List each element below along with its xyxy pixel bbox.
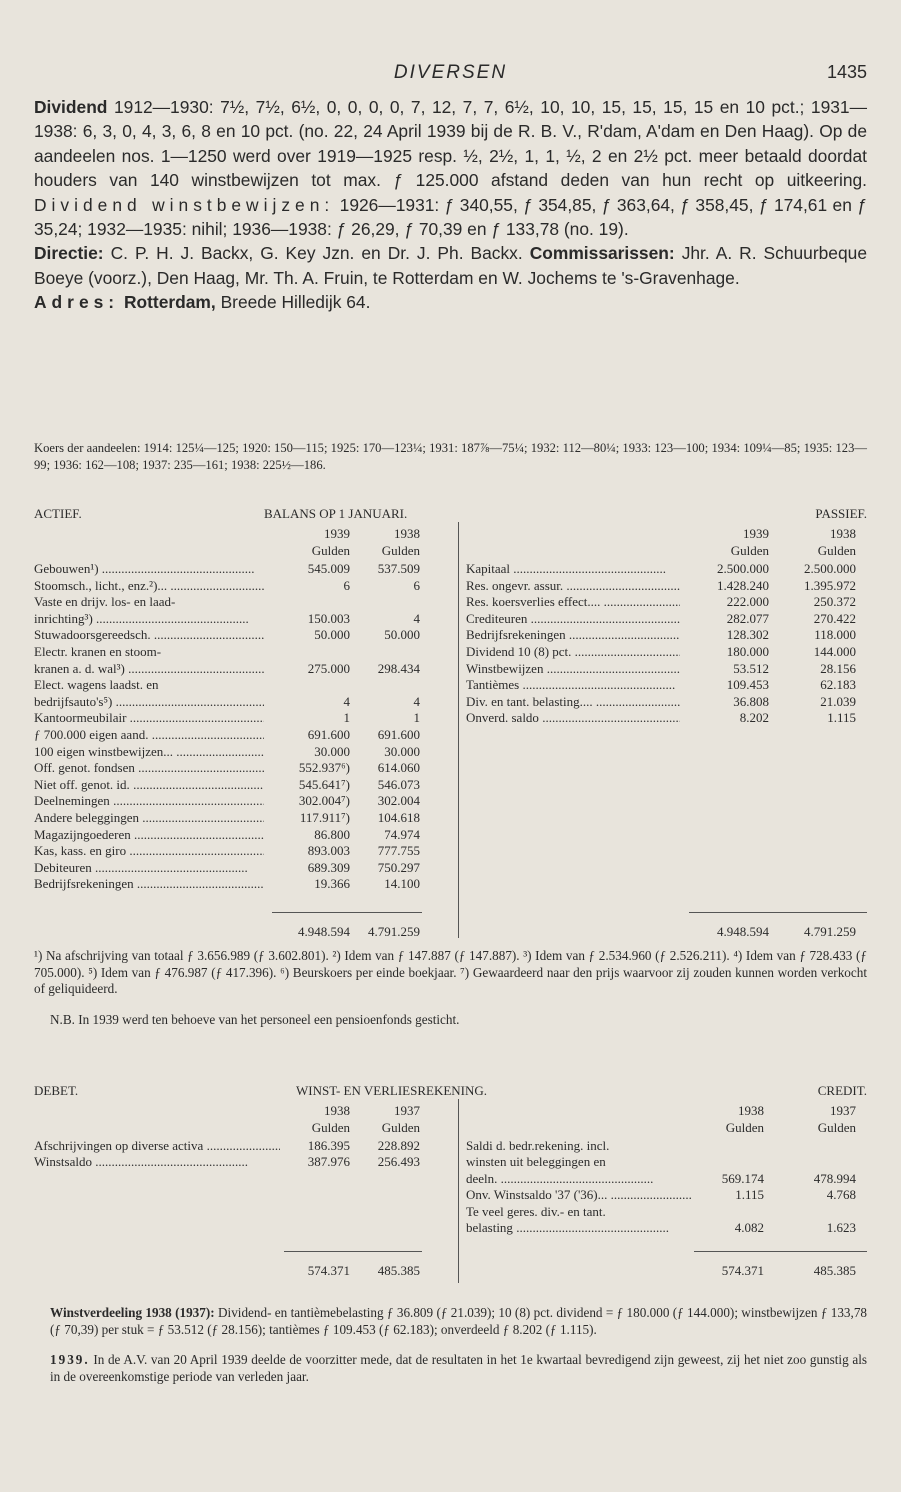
passief-value-1: 2.500.000 bbox=[717, 561, 769, 576]
actief-value-2: 30.000 bbox=[384, 743, 420, 759]
passief-value-1: 53.512 bbox=[733, 660, 769, 676]
passief-row bbox=[466, 561, 867, 576]
credit-value-1: 569.174 bbox=[721, 1170, 764, 1186]
actief-label: Off. genot. fondsen ..... bbox=[34, 760, 264, 776]
actief-value-1: 19.366 bbox=[314, 876, 350, 892]
passief-total-1939: 4.948.594 bbox=[717, 924, 769, 939]
balans-title: BALANS OP 1 JANUARI. bbox=[264, 506, 408, 521]
passief-total-1938: 4.791.259 bbox=[804, 924, 856, 939]
passief-row bbox=[466, 661, 867, 676]
actief-row bbox=[34, 694, 422, 709]
passief-value-2: 28.156 bbox=[820, 660, 856, 676]
credit-value-2: 478.994 bbox=[813, 1170, 856, 1186]
credit-label: Te veel geres. div.- en tant. bbox=[466, 1203, 606, 1219]
actief-label: 100 eigen winstbewijzen... ..... bbox=[34, 744, 264, 760]
balans-year-1939-left: 1939 bbox=[324, 526, 350, 541]
winst-year-1937-left: 1937 bbox=[394, 1103, 420, 1118]
actief-value-2: 1 bbox=[413, 710, 420, 726]
passief-row bbox=[466, 710, 867, 725]
passief-label: Res. koersverlies effect.... ..... bbox=[466, 594, 680, 610]
winst-title: WINST- EN VERLIESREKENING. bbox=[296, 1083, 488, 1098]
actief-label: Andere beleggingen ..... bbox=[34, 810, 264, 826]
credit-row bbox=[466, 1154, 867, 1169]
directie-label: Directie: bbox=[34, 243, 104, 264]
actief-row bbox=[34, 611, 422, 626]
adres-label: Adres: bbox=[34, 292, 120, 313]
dividend-winst-text: 1926—1931: ƒ 340,55, ƒ 354,85, ƒ 363,64, ƒ 358,45, ƒ 174,61 en ƒ 35,24; 1932—1935: nihil; 1936—1938: ƒ 26,29, ƒ 70,39 en ƒ 133,78 (no. 19). bbox=[34, 194, 868, 240]
actief-row bbox=[34, 594, 422, 609]
winst-divider bbox=[458, 1099, 459, 1283]
passief-row bbox=[466, 677, 867, 692]
balans-divider bbox=[458, 522, 459, 938]
actief-label: Electr. kranen en stoom- bbox=[34, 644, 162, 659]
passief-value-2: 21.039 bbox=[820, 693, 856, 709]
actief-label: Bedrijfsrekeningen ..... bbox=[34, 876, 264, 892]
passief-label: Tantièmes ..... bbox=[466, 677, 680, 693]
debet-row bbox=[34, 1138, 422, 1153]
credit-value-2: 1.623 bbox=[826, 1220, 856, 1235]
balans-year-1938-right: 1938 bbox=[830, 526, 856, 541]
passief-value-2: 270.422 bbox=[813, 610, 856, 626]
debet-value-1: 186.395 bbox=[307, 1138, 350, 1153]
balans-year-1938-left: 1938 bbox=[394, 526, 420, 541]
actief-value-2: 50.000 bbox=[384, 627, 420, 643]
debet-heading: DEBET. bbox=[34, 1083, 79, 1098]
adres-street: Breede Hilledijk 64. bbox=[220, 292, 371, 313]
actief-row bbox=[34, 827, 422, 842]
actief-value-1: 117.911⁷) bbox=[299, 810, 350, 825]
actief-value-1: 275.000 bbox=[307, 660, 350, 676]
company-info bbox=[34, 95, 867, 315]
year-1939-label: 1939. bbox=[50, 1352, 90, 1368]
passief-value-1: 128.302 bbox=[726, 627, 769, 643]
nb-text: In 1939 werd ten behoeve van het personeel een pensioenfonds gesticht. bbox=[78, 1011, 460, 1027]
actief-row bbox=[34, 860, 422, 875]
actief-value-1: 302.004⁷) bbox=[298, 793, 350, 809]
actief-label: ƒ 700.000 eigen aand. ..... bbox=[34, 727, 264, 743]
actief-row bbox=[34, 627, 422, 642]
actief-label: Niet off. genot. id. ..... bbox=[34, 777, 264, 793]
actief-value-1: 50.000 bbox=[314, 627, 350, 643]
passief-value-1: 1.428.240 bbox=[717, 577, 769, 593]
passief-value-1: 109.453 bbox=[726, 677, 769, 693]
passief-row bbox=[466, 627, 867, 642]
winst-year-1938-left: 1938 bbox=[324, 1103, 350, 1118]
dividend-label: Dividend bbox=[34, 97, 108, 117]
passief-label: Kapitaal ..... bbox=[466, 561, 680, 577]
actief-label: Vaste en drijv. los- en laad- bbox=[34, 594, 176, 610]
balans-unit-1939-right: Gulden bbox=[730, 543, 769, 558]
dividend-winst-label: Dividend winstbewijzen: bbox=[34, 194, 335, 215]
balans-unit-1938-right: Gulden bbox=[817, 543, 856, 558]
balans-year-1939-right: 1939 bbox=[743, 526, 769, 541]
passief-row bbox=[466, 694, 867, 709]
passief-value-2: 1.395.972 bbox=[804, 577, 856, 593]
passief-value-1: 282.077 bbox=[726, 610, 769, 626]
actief-value-2: 4 bbox=[413, 610, 420, 626]
actief-value-2: 614.060 bbox=[377, 760, 420, 776]
passief-value-2: 2.500.000 bbox=[804, 561, 856, 576]
directie-paragraph bbox=[34, 241, 867, 290]
closing-notes bbox=[34, 1305, 867, 1385]
actief-row bbox=[34, 661, 422, 676]
actief-value-1: 4 bbox=[343, 693, 350, 709]
actief-value-1: 545.009 bbox=[307, 561, 350, 576]
passief-row bbox=[466, 611, 867, 626]
passief-label: Res. ongevr. assur. ..... bbox=[466, 578, 680, 594]
credit-value-2: 4.768 bbox=[826, 1187, 856, 1203]
actief-label: Stoomsch., licht., enz.²)... ..... bbox=[34, 578, 264, 594]
passief-row bbox=[466, 594, 867, 609]
directie-text: C. P. H. J. Backx, G. Key Jzn. en Dr. J. Ph. Backx. bbox=[110, 243, 523, 264]
year-1939-paragraph bbox=[34, 1352, 867, 1385]
adres-paragraph bbox=[34, 290, 867, 314]
actief-label: inrichting³) ..... bbox=[34, 611, 264, 627]
passief-label: Div. en tant. belasting.... ..... bbox=[466, 694, 680, 710]
credit-value-1: 4.082 bbox=[734, 1220, 764, 1235]
credit-row bbox=[466, 1220, 867, 1235]
actief-value-2: 104.618 bbox=[377, 810, 420, 825]
actief-value-1: 545.641⁷) bbox=[298, 776, 350, 792]
debet-value-1: 387.976 bbox=[307, 1154, 350, 1170]
passief-value-2: 250.372 bbox=[813, 594, 856, 610]
debet-value-2: 228.892 bbox=[377, 1138, 420, 1153]
actief-row bbox=[34, 777, 422, 792]
actief-value-1: 30.000 bbox=[314, 743, 350, 759]
passief-heading: PASSIEF. bbox=[815, 506, 867, 521]
passief-label: Winstbewijzen ..... bbox=[466, 661, 680, 677]
actief-value-2: 691.600 bbox=[377, 727, 420, 742]
page-number: 1435 bbox=[826, 62, 867, 82]
actief-label: Debiteuren ..... bbox=[34, 860, 264, 876]
actief-row bbox=[34, 876, 422, 891]
actief-value-2: 777.755 bbox=[377, 843, 420, 859]
dividend-paragraph bbox=[34, 95, 867, 241]
actief-value-2: 74.974 bbox=[384, 826, 420, 842]
debet-label: Afschrijvingen op diverse activa ..... bbox=[34, 1138, 280, 1154]
winst-unit-1937-right: Gulden bbox=[817, 1120, 856, 1135]
credit-total-1937: 485.385 bbox=[813, 1263, 856, 1278]
actief-label: Gebouwen¹) ..... bbox=[34, 561, 264, 577]
actief-value-1: 6 bbox=[343, 577, 350, 593]
actief-value-2: 302.004 bbox=[377, 793, 420, 809]
winst-unit-1938-left: Gulden bbox=[311, 1120, 350, 1135]
balance-sheet bbox=[34, 506, 867, 946]
passief-value-2: 62.183 bbox=[820, 677, 856, 693]
actief-value-1: 552.937⁶) bbox=[298, 760, 350, 776]
passief-row bbox=[466, 644, 867, 659]
passief-label: Crediteuren ..... bbox=[466, 611, 680, 627]
credit-row bbox=[466, 1204, 867, 1219]
credit-label: winsten uit beleggingen en bbox=[466, 1154, 606, 1170]
footnotes: ¹) Na afschrijving van totaal ƒ 3.656.989 (ƒ 3.602.801). ²) Idem van ƒ 147.887 (ƒ 147.887). ³) Idem van ƒ 2.534.960 (ƒ 2.526.211). ⁴) Idem van ƒ 728.433 (ƒ 705.000). ⁵) Idem van ƒ 476.987 (ƒ 417.396). ⁶) Beurskoers per einde boekjaar. ⁷) Gewaardeerd naar den prijs waarvoor zij zouden kunnen worden verkocht of geliquideerd. bbox=[34, 948, 867, 997]
winst-unit-1937-left: Gulden bbox=[381, 1120, 420, 1135]
adres-city: Rotterdam, bbox=[123, 292, 216, 313]
actief-row bbox=[34, 810, 422, 825]
actief-value-2: 750.297 bbox=[377, 859, 420, 875]
credit-row bbox=[466, 1138, 867, 1153]
balans-unit-1938-left: Gulden bbox=[381, 543, 420, 558]
passief-value-2: 144.000 bbox=[813, 644, 856, 659]
passief-label: Onverd. saldo ..... bbox=[466, 710, 680, 726]
passief-label: Dividend 10 (8) pct. ..... bbox=[466, 644, 680, 660]
passief-label: Bedrijfsrekeningen ..... bbox=[466, 627, 680, 643]
actief-total-1938: 4.791.259 bbox=[368, 924, 420, 939]
passief-value-1: 8.202 bbox=[739, 710, 769, 726]
actief-value-2: 6 bbox=[413, 577, 420, 593]
commissarissen-label: Commissarissen: bbox=[529, 243, 675, 264]
credit-label: Onv. Winstsaldo '37 ('36)... ..... bbox=[466, 1187, 692, 1203]
actief-label: kranen a. d. wal³) ..... bbox=[34, 661, 264, 677]
profit-loss-account bbox=[34, 1083, 867, 1288]
actief-value-1: 691.600 bbox=[307, 727, 350, 742]
koers-paragraph bbox=[34, 440, 867, 474]
actief-value-1: 893.003 bbox=[307, 843, 350, 859]
actief-label: Magazijngoederen ..... bbox=[34, 827, 264, 843]
balans-unit-1939-left: Gulden bbox=[311, 543, 350, 558]
credit-label: deeln. ..... bbox=[466, 1171, 692, 1187]
debet-total-1937: 485.385 bbox=[377, 1263, 420, 1278]
actief-label: Deelnemingen ..... bbox=[34, 793, 264, 809]
debet-total-1938: 574.371 bbox=[307, 1263, 350, 1278]
actief-row bbox=[34, 793, 422, 808]
debet-label: Winstsaldo ..... bbox=[34, 1154, 280, 1170]
actief-label: Kas, kass. en giro ..... bbox=[34, 843, 264, 859]
credit-label: Saldi d. bedr.rekening. incl. bbox=[466, 1138, 610, 1153]
nb-label: N.B. bbox=[50, 1011, 75, 1027]
winstverdeeling-text: Dividend- en tantièmebelasting ƒ 36.809 (ƒ 21.039); 10 (8) pct. dividend = ƒ 180.000 (ƒ 144.000); winstbewijzen ƒ 133,78 (ƒ 70,39) per stuk = ƒ 53.512 (ƒ 28.156); tantièmes ƒ 109.453 (ƒ 62.183); onverdeeld ƒ 8.202 (ƒ 1.115). bbox=[50, 1305, 868, 1337]
passief-value-1: 36.808 bbox=[733, 693, 769, 709]
debet-total-rule bbox=[284, 1251, 422, 1252]
actief-total-rule bbox=[272, 912, 422, 913]
actief-value-2: 537.509 bbox=[377, 561, 420, 576]
actief-label: Stuwadoorsgereedsch. ..... bbox=[34, 627, 264, 643]
actief-row bbox=[34, 677, 422, 692]
actief-label: Kantoormeubilair ..... bbox=[34, 710, 264, 726]
passief-value-1: 222.000 bbox=[726, 594, 769, 610]
actief-value-2: 4 bbox=[413, 693, 420, 709]
actief-row bbox=[34, 760, 422, 775]
actief-total-1939: 4.948.594 bbox=[298, 924, 350, 939]
passief-value-2: 1.115 bbox=[827, 710, 856, 726]
debet-value-2: 256.493 bbox=[377, 1154, 420, 1170]
actief-value-1: 1 bbox=[343, 710, 350, 726]
page-header bbox=[34, 62, 867, 88]
year-1939-text: In de A.V. van 20 April 1939 deelde de voorzitter mede, dat de resultaten in het 1e kwartaal bevredigend zijn geweest, zij het niet zoo gunstig als in de overeenkomstige periode van verleden jaar. bbox=[50, 1352, 867, 1384]
dividend-text: 1912—1930: 7½, 7½, 6½, 0, 0, 0, 0, 7, 12, 7, 7, 6½, 10, 10, 15, 15, 15, 15 en 10 pct.; 1931—1938: 6, 3, 0, 4, 3, 6, 8 en 10 pct. (no. 22, 24 April 1939 bij de R. B. V., R'dam, A'dam en Den Haag). Op de aandeelen nos. 1—1250 werd over 1919—1925 resp. ½, 2½, 1, 1, ½, 2 en 2½ pct. meer betaald doordat houders van 140 winstbewijzen tot max. ƒ 125.000 afstand deden van hun recht op uitkeering. bbox=[34, 97, 867, 191]
passief-row bbox=[466, 578, 867, 593]
actief-value-1: 86.800 bbox=[314, 826, 350, 842]
actief-value-2: 546.073 bbox=[377, 776, 420, 792]
actief-row bbox=[34, 578, 422, 593]
actief-label: bedrijfsauto's⁵) ..... bbox=[34, 694, 264, 710]
credit-total-1938: 574.371 bbox=[721, 1263, 764, 1278]
balance-notes bbox=[34, 948, 867, 1028]
actief-value-1: 689.309 bbox=[307, 859, 350, 875]
winst-year-1937-right: 1937 bbox=[830, 1103, 856, 1118]
credit-label: belasting ..... bbox=[466, 1220, 692, 1236]
actief-label: Elect. wagens laadst. en bbox=[34, 677, 159, 693]
actief-row bbox=[34, 744, 422, 759]
actief-row bbox=[34, 843, 422, 858]
nb-paragraph bbox=[34, 1012, 867, 1029]
winstverdeeling-label: Winstverdeeling 1938 (1937): bbox=[50, 1305, 215, 1320]
debet-row bbox=[34, 1154, 422, 1169]
commissarissen-text: Jhr. A. R. Schuurbeque Boeye (voorz.), Den Haag, Mr. Th. A. Fruin, te Rotterdam en W. Jochems te 's-Gravenhage. bbox=[34, 243, 867, 288]
actief-row bbox=[34, 727, 422, 742]
actief-value-2: 14.100 bbox=[384, 876, 420, 892]
actief-row bbox=[34, 561, 422, 576]
credit-heading: CREDIT. bbox=[817, 1083, 867, 1098]
actief-heading: ACTIEF. bbox=[34, 506, 82, 521]
actief-value-2: 298.434 bbox=[377, 660, 420, 676]
passief-total-rule bbox=[689, 912, 867, 913]
winst-year-1938-right: 1938 bbox=[738, 1103, 764, 1118]
koers-text: Koers der aandeelen: 1914: 125¼—125; 1920: 150—115; 1925: 170—123¼; 1931: 187⅞—75¼; 1932: 112—80¼; 1933: 123—100; 1934: 109¼—85; 1935: 123—99; 1936: 162—108; 1937: 235—161; 1938: 225½—186. bbox=[34, 441, 867, 472]
credit-row bbox=[466, 1187, 867, 1202]
actief-row bbox=[34, 710, 422, 725]
credit-value-1: 1.115 bbox=[735, 1187, 764, 1203]
actief-value-1: 150.003 bbox=[307, 610, 350, 626]
winst-unit-1938-right: Gulden bbox=[725, 1120, 764, 1135]
passief-value-2: 118.000 bbox=[814, 627, 856, 643]
winstverdeeling-paragraph bbox=[34, 1305, 867, 1338]
credit-row bbox=[466, 1171, 867, 1186]
passief-value-1: 180.000 bbox=[726, 644, 769, 659]
credit-total-rule bbox=[694, 1251, 867, 1252]
actief-row bbox=[34, 644, 422, 659]
running-title: DIVERSEN bbox=[393, 62, 508, 83]
